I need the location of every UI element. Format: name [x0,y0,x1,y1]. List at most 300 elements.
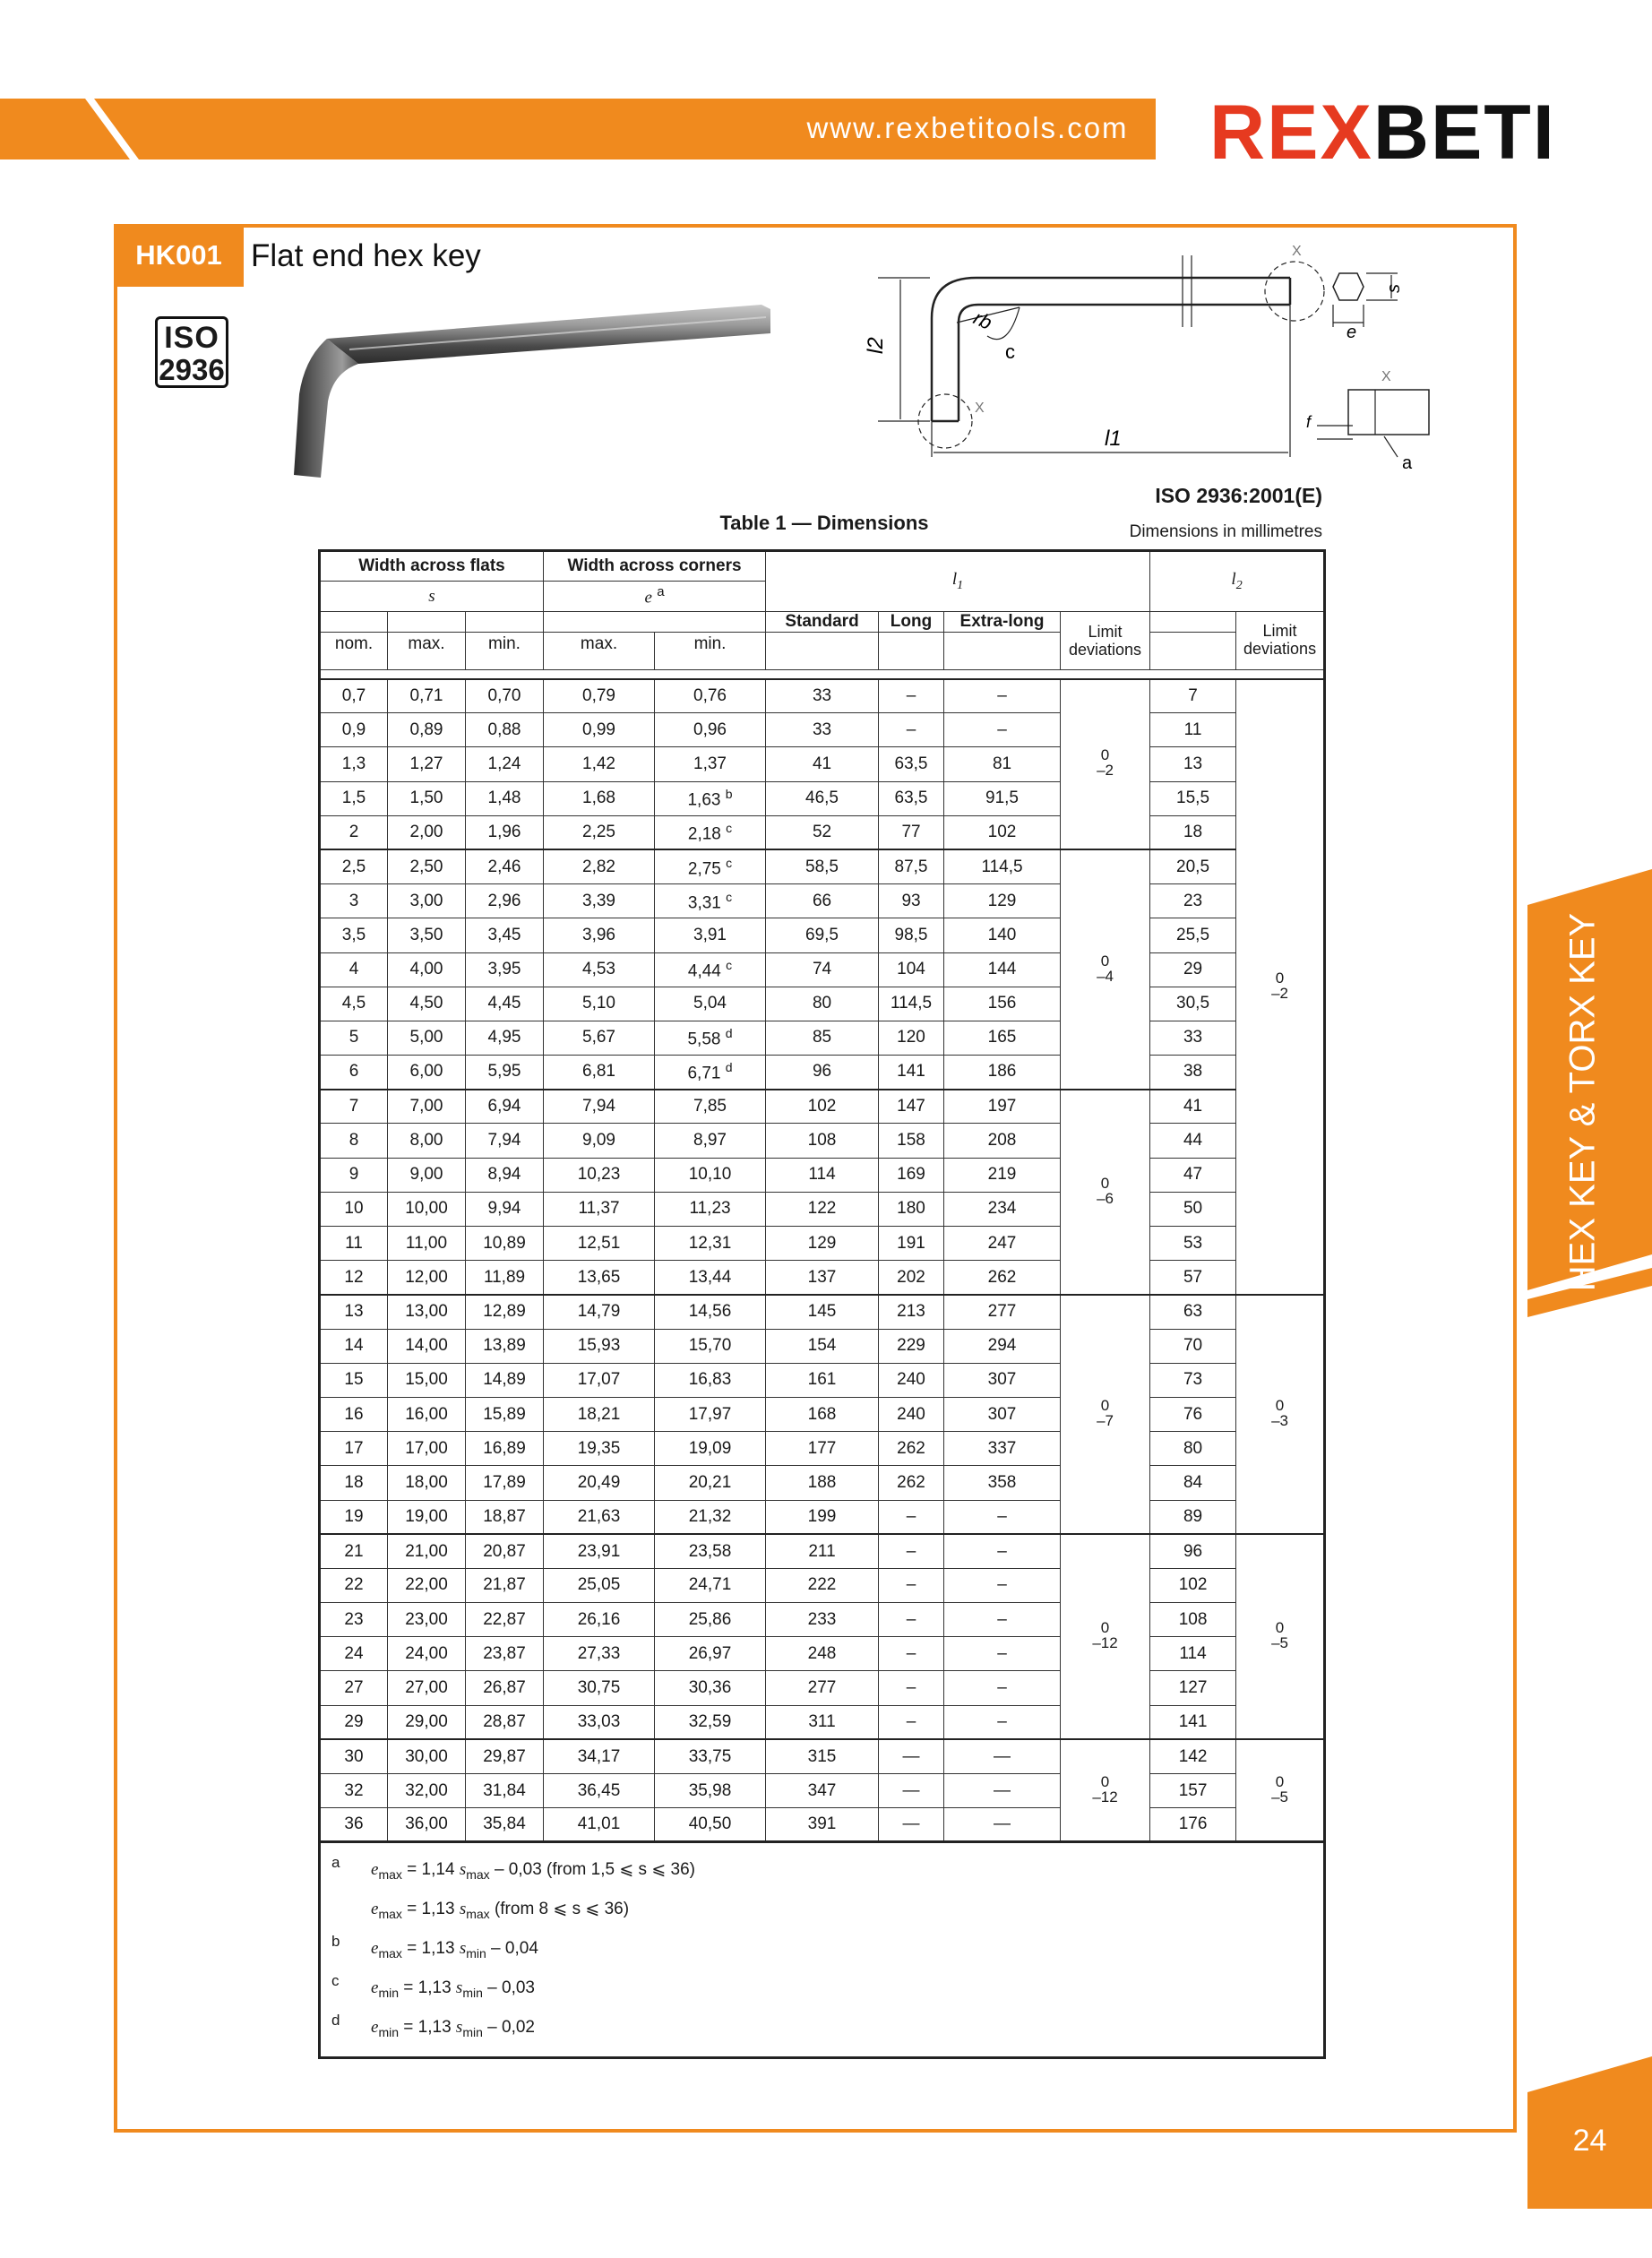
cell-l2: 30,5 [1150,987,1236,1021]
cell-l1-extra-long: — [944,1808,1061,1842]
cell-e-max: 15,93 [544,1329,655,1363]
cell-e-max: 30,75 [544,1671,655,1705]
cell-s-max: 1,50 [388,781,466,815]
cell-l1-limit-value [1097,747,1114,778]
cell-l1-extra-long: 234 [944,1192,1061,1226]
cell-nom: 4,5 [320,987,388,1021]
cell-l2-limit-value [1271,1774,1288,1805]
footnote-lhs: e [371,1939,379,1959]
cell-nom: 15 [320,1363,388,1397]
cell-e-min-value: 32,59 [688,1711,732,1731]
cell-l1-limit [1061,1295,1150,1534]
header-nom: nom. [320,633,388,670]
cell-e-min-note: c [726,820,733,835]
cell-nom: 19 [320,1500,388,1534]
cell-e-max: 0,99 [544,713,655,747]
cell-l2: 53 [1150,1227,1236,1261]
cell-s-max: 13,00 [388,1295,466,1329]
cell-l1-long: 202 [879,1261,944,1295]
cell-l2-limit-lower: –3 [1271,1412,1288,1430]
cell-l1-extra-long: 156 [944,987,1061,1021]
header-l1 [766,551,1150,612]
table-row [320,1466,1325,1500]
cell-l2: 63 [1150,1295,1236,1329]
table-row [320,1192,1325,1226]
cell-l1-standard: 311 [766,1705,879,1739]
cell-s-max: 17,00 [388,1432,466,1466]
table-caption: Table 1 — Dimensions [719,512,929,534]
header-width-across-corners: Width across corners [544,551,766,582]
hex-key-technical-drawing [851,237,1433,484]
cell-l1-long: 240 [879,1397,944,1431]
cell-l2: 176 [1150,1808,1236,1842]
cell-s-min: 2,96 [466,884,544,918]
cell-nom: 2,5 [320,849,388,883]
cell-l1-extra-long: 91,5 [944,781,1061,815]
cell-l1-extra-long: 186 [944,1056,1061,1090]
cell-l1-standard: 391 [766,1808,879,1842]
cell-l1-limit [1061,679,1150,850]
iso-badge-line2: 2936 [159,353,225,386]
cell-nom: 21 [320,1534,388,1568]
cell-s-max: 21,00 [388,1534,466,1568]
footnote-rest: – 0,03 [482,1978,535,1998]
cell-l2-limit [1236,1295,1325,1534]
cell-l2-limit-upper: 0 [1275,1772,1285,1790]
cell-e-min-value: 26,97 [688,1643,732,1663]
cell-e-min [655,1671,766,1705]
cell-e-max: 33,03 [544,1705,655,1739]
cell-nom: 10 [320,1192,388,1226]
footnote-line [331,1929,1323,1969]
cell-l1-long: – [879,1534,944,1568]
cell-l2: 44 [1150,1124,1236,1158]
table-row [320,713,1325,747]
cell-l2: 114 [1150,1637,1236,1671]
cell-e-max: 41,01 [544,1808,655,1842]
cell-nom: 24 [320,1637,388,1671]
cell-l1-long: — [879,1808,944,1842]
footnote-eq: = 1,13 [401,1900,460,1919]
cell-e-max: 2,82 [544,849,655,883]
cell-e-min [655,1466,766,1500]
cell-l1-limit-upper: 0 [1100,1397,1110,1415]
cell-e-min-value: 17,97 [688,1404,732,1424]
cell-s-min: 6,94 [466,1090,544,1124]
cell-nom: 29 [320,1705,388,1739]
cell-nom: 4 [320,952,388,987]
footnote-var: s [455,1978,463,1998]
cell-e-min [655,1568,766,1602]
cell-e-min-note: d [725,1060,733,1075]
header-l1-sub: 1 [957,578,964,592]
cell-s-max: 4,00 [388,952,466,987]
header-l2-symbol: l [1231,570,1236,590]
cell-e-min-value: 4,44 [687,961,721,981]
cell-e-min [655,1500,766,1534]
cell-l1-long: 104 [879,952,944,987]
cell-l1-limit [1061,1090,1150,1295]
cell-s-min: 0,88 [466,713,544,747]
cell-s-max: 0,71 [388,679,466,713]
cell-e-max: 19,35 [544,1432,655,1466]
cell-s-min: 0,70 [466,679,544,713]
header-e-max: max. [544,633,655,670]
header-limit-deviations-l1: Limit deviations [1061,612,1150,670]
cell-nom: 8 [320,1124,388,1158]
cell-e-min [655,1090,766,1124]
cell-e-min-value: 40,50 [688,1814,732,1834]
cell-l1-extra-long: 165 [944,1021,1061,1055]
cell-e-min-value: 23,58 [688,1541,732,1561]
cell-s-max: 29,00 [388,1705,466,1739]
cell-s-max: 18,00 [388,1466,466,1500]
cell-e-min-value: 25,86 [688,1609,732,1629]
cell-e-min [655,849,766,883]
cell-e-max: 27,33 [544,1637,655,1671]
cell-s-min: 31,84 [466,1774,544,1808]
cell-l1-long: — [879,1739,944,1773]
table-row [320,1124,1325,1158]
footnote-var: s [459,1900,467,1919]
cell-s-min: 22,87 [466,1603,544,1637]
cell-e-min-value: 7,85 [693,1097,727,1116]
cell-e-min-value: 35,98 [688,1780,732,1800]
cell-e-min-value: 2,75 [687,858,721,878]
cell-l1-long: 262 [879,1466,944,1500]
cell-s-max: 11,00 [388,1227,466,1261]
cell-l1-long: 180 [879,1192,944,1226]
cell-nom: 9 [320,1158,388,1192]
cell-l1-extra-long: 219 [944,1158,1061,1192]
cell-nom: 36 [320,1808,388,1842]
cell-e-min [655,1227,766,1261]
side-tab-text: HEX KEY & TORX KEY [1562,912,1603,1292]
cell-e-min [655,1056,766,1090]
cell-l1-standard: 199 [766,1500,879,1534]
drawing-label-l2: l2 [864,337,888,354]
table-row [320,1261,1325,1295]
cell-e-min [655,781,766,815]
cell-l1-standard: 69,5 [766,918,879,952]
footnote-lhs-sub: max [378,1867,402,1883]
cell-l1-standard: 168 [766,1397,879,1431]
cell-e-min-value: 3,31 [687,892,721,912]
cell-l2: 76 [1150,1397,1236,1431]
iso-badge-line1: ISO [164,321,219,355]
footnote-lhs-sub: min [378,2025,399,2040]
cell-e-min-value: 13,44 [688,1267,732,1287]
cell-e-max: 10,23 [544,1158,655,1192]
cell-e-min [655,1534,766,1568]
cell-e-min-value: 21,32 [688,1506,732,1526]
cell-l1-limit-lower: –2 [1097,762,1114,780]
cell-s-min: 9,94 [466,1192,544,1226]
cell-s-min: 4,95 [466,1021,544,1055]
header-l1-symbol: l [951,570,958,590]
header-l2 [1150,551,1325,612]
cell-l1-standard: 102 [766,1090,879,1124]
cell-l1-standard: 74 [766,952,879,987]
header-long: Long [879,612,944,633]
cell-e-max: 12,51 [544,1227,655,1261]
cell-l1-long: 141 [879,1056,944,1090]
table-row [320,1432,1325,1466]
footnote-var: s [459,1860,467,1880]
header-s-min: min. [466,633,544,670]
cell-l1-long: 213 [879,1295,944,1329]
cell-l1-long: 191 [879,1227,944,1261]
cell-l1-extra-long: – [944,1534,1061,1568]
cell-s-max: 14,00 [388,1329,466,1363]
cell-l1-standard: 177 [766,1432,879,1466]
cell-l2-limit [1236,679,1325,1295]
cell-l1-extra-long: 307 [944,1397,1061,1431]
cell-s-max: 12,00 [388,1261,466,1295]
cell-nom: 1,5 [320,781,388,815]
cell-s-min: 1,24 [466,747,544,781]
cell-s-max: 9,00 [388,1158,466,1192]
cell-l1-limit-lower: –6 [1097,1189,1114,1207]
cell-s-min: 21,87 [466,1568,544,1602]
cell-e-min [655,1774,766,1808]
cell-l2: 157 [1150,1774,1236,1808]
cell-nom: 6 [320,1056,388,1090]
cell-l2: 96 [1150,1534,1236,1568]
cell-e-min [655,679,766,713]
cell-e-max: 21,63 [544,1500,655,1534]
cell-l1-limit [1061,1739,1150,1842]
cell-nom: 16 [320,1397,388,1431]
cell-l1-standard: 52 [766,815,879,849]
cell-e-min-value: 14,56 [688,1302,732,1322]
cell-l1-standard: 33 [766,679,879,713]
footnote-line [331,1969,1323,2008]
cell-nom: 0,7 [320,679,388,713]
cell-s-max: 6,00 [388,1056,466,1090]
cell-l1-standard: 41 [766,747,879,781]
cell-l2: 108 [1150,1603,1236,1637]
drawing-label-rb: rb [969,306,996,334]
cell-l1-limit-lower: –12 [1092,1788,1118,1806]
table-row [320,952,1325,987]
cell-l1-extra-long: 294 [944,1329,1061,1363]
cell-e-max: 18,21 [544,1397,655,1431]
cell-l1-long: 147 [879,1090,944,1124]
cell-l1-long: 77 [879,815,944,849]
cell-s-min: 29,87 [466,1739,544,1773]
table-row [320,781,1325,815]
cell-l1-long: 158 [879,1124,944,1158]
cell-e-max: 7,94 [544,1090,655,1124]
cell-l2: 29 [1150,952,1236,987]
cell-e-min [655,952,766,987]
footnote-eq: = 1,13 [399,1978,456,1998]
cell-e-max: 20,49 [544,1466,655,1500]
cell-e-min [655,747,766,781]
table-row [320,1227,1325,1261]
footnote-rest: – 0,02 [482,2018,535,2038]
cell-l1-long: – [879,1603,944,1637]
cell-nom: 32 [320,1774,388,1808]
cell-s-max: 3,00 [388,884,466,918]
cell-s-min: 2,46 [466,849,544,883]
drawing-label-f: f [1306,413,1312,431]
cell-e-min [655,1739,766,1773]
cell-e-min-value: 2,18 [687,824,721,844]
cell-e-min [655,1158,766,1192]
footnote-var: s [459,1939,467,1959]
cell-e-max: 9,09 [544,1124,655,1158]
cell-e-min-note: c [726,889,733,904]
cell-l1-extra-long: – [944,1671,1061,1705]
drawing-label-e: e [1347,323,1357,342]
website-url[interactable]: www.rexbetitools.com [806,111,1129,144]
cell-nom: 2 [320,815,388,849]
cell-l1-standard: 58,5 [766,849,879,883]
cell-l2: 18 [1150,815,1236,849]
cell-e-min-note: d [725,1026,733,1041]
cell-s-min: 28,87 [466,1705,544,1739]
table-row [320,1329,1325,1363]
cell-nom: 14 [320,1329,388,1363]
cell-l1-long: – [879,1637,944,1671]
cell-s-max: 36,00 [388,1808,466,1842]
cell-l1-standard: 154 [766,1329,879,1363]
cell-e-max: 34,17 [544,1739,655,1773]
cell-l1-extra-long: – [944,1500,1061,1534]
cell-l2: 89 [1150,1500,1236,1534]
cell-e-min-value: 33,75 [688,1746,732,1766]
header-e-symbol: e [644,588,652,608]
cell-nom: 3,5 [320,918,388,952]
cell-l1-extra-long: 358 [944,1466,1061,1500]
table-row [320,1637,1325,1671]
cell-s-max: 32,00 [388,1774,466,1808]
cell-nom: 1,3 [320,747,388,781]
cell-l1-long: 98,5 [879,918,944,952]
cell-e-max: 4,53 [544,952,655,987]
cell-l1-standard: 161 [766,1363,879,1397]
table-row [320,1739,1325,1773]
cell-l1-long: – [879,713,944,747]
cell-l1-long: 93 [879,884,944,918]
cell-nom: 3 [320,884,388,918]
table-row [320,1363,1325,1397]
cell-l1-limit-upper: 0 [1100,952,1110,970]
cell-l2: 38 [1150,1056,1236,1090]
logo-rex: REX [1209,90,1373,176]
footnote-var-sub: max [466,1907,490,1922]
cell-l2: 141 [1150,1705,1236,1739]
cell-l1-standard: 347 [766,1774,879,1808]
footnote-lhs-sub: max [378,1907,402,1922]
cell-l2: 50 [1150,1192,1236,1226]
cell-e-min-value: 19,09 [688,1438,732,1458]
cell-e-max: 5,67 [544,1021,655,1055]
cell-e-max: 13,65 [544,1261,655,1295]
cell-l1-long: 229 [879,1329,944,1363]
cell-l1-limit-upper: 0 [1100,1619,1110,1637]
table-row [320,1056,1325,1090]
cell-s-min: 13,89 [466,1329,544,1363]
cell-e-max: 14,79 [544,1295,655,1329]
cell-l1-limit-lower: –4 [1097,967,1114,985]
side-tab-label [1534,914,1632,1290]
table-row [320,1705,1325,1739]
footnote-rest: (from 8 ⩽ s ⩽ 36) [489,1900,630,1919]
cell-s-max: 10,00 [388,1192,466,1226]
cell-l1-extra-long: 247 [944,1227,1061,1261]
cell-e-max: 3,39 [544,884,655,918]
cell-s-max: 22,00 [388,1568,466,1602]
cell-e-min-value: 5,58 [687,1030,721,1049]
cell-s-max: 2,50 [388,849,466,883]
cell-l2-limit-lower: –5 [1271,1634,1288,1652]
cell-nom: 5 [320,1021,388,1055]
cell-l1-long: — [879,1774,944,1808]
cell-e-min-value: 8,97 [693,1131,727,1151]
cell-s-min: 14,89 [466,1363,544,1397]
footnote-mark: b [331,1933,340,1951]
cell-l1-extra-long: — [944,1739,1061,1773]
cell-s-min: 8,94 [466,1158,544,1192]
cell-l1-long: 87,5 [879,849,944,883]
cell-s-min: 16,89 [466,1432,544,1466]
cell-nom: 0,9 [320,713,388,747]
footnote-eq: = 1,13 [399,2018,456,2038]
cell-l1-standard: 277 [766,1671,879,1705]
footnote-var-sub: min [462,2025,483,2040]
cell-s-min: 26,87 [466,1671,544,1705]
footnote-lhs-sub: min [378,1986,399,2001]
cell-s-max: 27,00 [388,1671,466,1705]
cell-l1-limit-value [1097,1176,1114,1206]
cell-e-min [655,1192,766,1226]
table-row [320,1774,1325,1808]
cell-l2: 84 [1150,1466,1236,1500]
cell-e-min-value: 1,63 [687,790,721,810]
footnote-var: s [455,2018,463,2038]
cell-l1-long: 240 [879,1363,944,1397]
cell-e-min-value: 6,71 [687,1064,721,1083]
cell-l1-standard: 145 [766,1295,879,1329]
cell-l1-extra-long: 114,5 [944,849,1061,883]
table-row [320,884,1325,918]
cell-s-max: 23,00 [388,1603,466,1637]
cell-s-min: 3,45 [466,918,544,952]
cell-l1-extra-long: 307 [944,1363,1061,1397]
table-row [320,1534,1325,1568]
cell-e-min [655,1363,766,1397]
cell-s-min: 7,94 [466,1124,544,1158]
cell-e-min-note: b [725,786,733,801]
cell-l1-standard: 114 [766,1158,879,1192]
footnote-line [331,1890,1323,1929]
cell-l1-standard: 85 [766,1021,879,1055]
dimensions-table [318,549,1326,2059]
cell-e-max: 11,37 [544,1192,655,1226]
logo-beti: BETI [1372,90,1556,176]
cell-e-min-note: c [726,855,733,870]
cell-e-max: 3,96 [544,918,655,952]
header-limit-deviations-l2: Limit deviations [1236,612,1325,670]
cell-l1-limit [1061,849,1150,1089]
cell-l1-limit-value [1097,1398,1114,1428]
cell-nom: 7 [320,1090,388,1124]
cell-s-max: 1,27 [388,747,466,781]
hex-key-photo [287,296,775,484]
